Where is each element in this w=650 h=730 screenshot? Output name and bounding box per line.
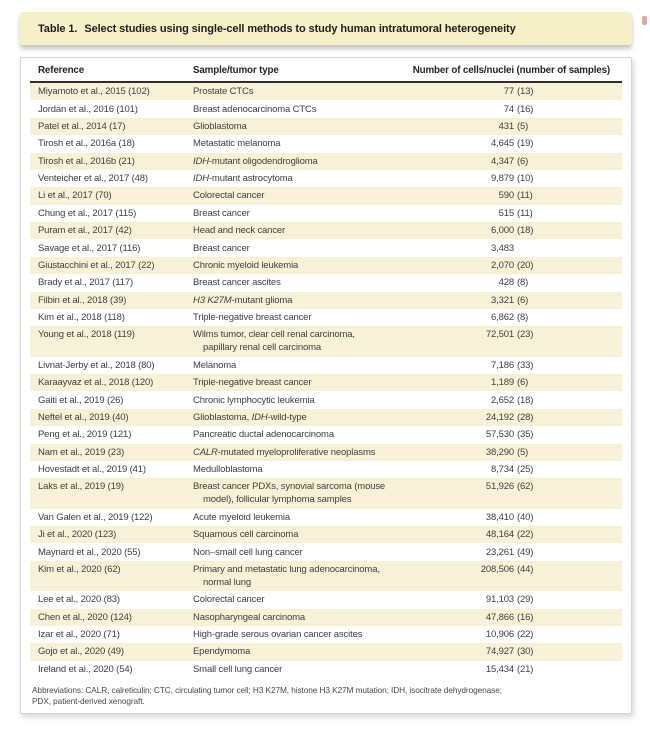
reference-cell: Ji et al., 2020 (123): [38, 529, 117, 541]
cell-count-value: 8,734: [490, 464, 514, 476]
cell-count-value: 3,321: [490, 294, 514, 306]
table-row: [30, 526, 622, 543]
sample-type-cell: [193, 137, 402, 150]
cell-count-cell: [402, 328, 610, 341]
table-row: [30, 135, 622, 152]
sample-line: [193, 341, 402, 354]
cell-count-cell: [402, 428, 610, 441]
sample-text: Acute myeloid leukemia: [193, 511, 291, 523]
sample-type-cell: [193, 207, 402, 220]
sample-count-value: (16): [517, 611, 534, 623]
sample-line: [193, 242, 402, 255]
sample-count-value: (21): [517, 663, 534, 675]
sample-type-cell: [193, 511, 402, 524]
sample-count-value: (28): [517, 411, 534, 423]
sample-text: Ependymoma: [193, 646, 251, 658]
cell-count-value: 7,186: [490, 359, 514, 371]
sample-line: [193, 311, 402, 324]
sample-type-cell: [193, 411, 402, 424]
table-row: [30, 222, 622, 239]
reference-cell: Livnat-Jerby et al., 2018 (80): [38, 359, 155, 371]
sample-count-value: (22): [517, 529, 534, 541]
sample-text: papillary renal cell carcinoma: [203, 342, 321, 354]
table-row: [30, 257, 622, 274]
sample-text: Small cell lung cancer: [193, 663, 283, 675]
table-row: [30, 543, 622, 560]
cell-count-cell: [402, 189, 610, 202]
sample-line: [193, 328, 402, 341]
sample-line: [193, 511, 402, 524]
table-row: [30, 409, 622, 426]
table-row: [30, 357, 622, 374]
sample-text: Chronic myeloid leukemia: [193, 259, 299, 271]
sample-line: [193, 155, 402, 168]
sample-count-value: (62): [517, 481, 534, 493]
table-row: [30, 374, 622, 391]
sample-line: [193, 207, 402, 220]
cell-count-value: 1,189: [490, 377, 514, 389]
cell-count-value: 428: [498, 277, 514, 289]
sample-count-value: (20): [517, 259, 534, 271]
sample-line: [193, 528, 402, 541]
sample-text: Prostate CTCs: [193, 86, 254, 98]
cell-count-cell: [402, 446, 610, 459]
cell-count-cell: [402, 155, 610, 168]
gene-name-italic: CALR: [193, 446, 218, 458]
gene-name-italic: IDH: [193, 173, 209, 185]
gene-name-italic: IDH: [193, 155, 209, 167]
column-header-sample-type: Sample/tumor type: [193, 65, 279, 76]
sample-count-value: (13): [517, 86, 534, 98]
sample-type-cell: [193, 394, 402, 407]
sample-type-cell: [193, 480, 402, 506]
column-header-cell-counts: Number of cells/nuclei (number of samples): [412, 65, 610, 76]
reference-cell: Ireland et al., 2020 (54): [38, 663, 133, 675]
sample-text: model), follicular lymphoma samples: [203, 494, 352, 506]
cell-count-value: 9,879: [490, 173, 514, 185]
cell-count-value: 2,652: [490, 394, 514, 406]
reference-cell: Li et al., 2017 (70): [38, 190, 112, 202]
cell-count-cell: [402, 563, 610, 576]
table-row: [30, 153, 622, 170]
cell-count-cell: [402, 172, 610, 185]
sample-line: [193, 224, 402, 237]
sample-text: Medulloblastoma: [193, 464, 263, 476]
table-row: [30, 661, 622, 678]
sample-line: [193, 376, 402, 389]
sample-type-cell: [193, 242, 402, 255]
reference-cell: Tirosh et al., 2016a (18): [38, 138, 135, 150]
cell-count-cell: [402, 411, 610, 424]
table-row: [30, 187, 622, 204]
sample-type-cell: [193, 563, 402, 589]
reference-cell: Peng et al., 2019 (121): [38, 429, 132, 441]
cell-count-value: 38,410: [485, 511, 514, 523]
sample-text: Squamous cell carcinoma: [193, 529, 299, 541]
sample-text: Breast cancer: [193, 242, 250, 254]
cell-count-value: 74,927: [485, 646, 514, 658]
sample-line: [193, 359, 402, 372]
reference-cell: Chung et al., 2017 (115): [38, 207, 137, 219]
sample-text: High-grade serous ovarian cancer ascites: [193, 629, 363, 641]
reference-cell: Laks et al., 2019 (19): [38, 481, 124, 493]
table-row: [30, 326, 622, 356]
sample-line: [193, 85, 402, 98]
reference-cell: Neftel et al., 2019 (40): [38, 411, 129, 423]
sample-count-value: (6): [517, 294, 529, 306]
sample-line: [193, 294, 402, 307]
sample-type-cell: [193, 628, 402, 641]
sample-type-cell: [193, 259, 402, 272]
sample-line: [193, 259, 402, 272]
sample-count-value: (11): [517, 207, 533, 219]
sample-type-cell: [193, 172, 402, 185]
sample-count-value: (16): [517, 103, 534, 115]
reference-cell: Nam et al., 2019 (23): [38, 446, 125, 458]
sample-line: [193, 546, 402, 559]
cell-count-cell: [402, 85, 610, 98]
cell-count-value: 10,906: [485, 629, 514, 641]
table-row: [30, 239, 622, 256]
reference-cell: Giustacchini et al., 2017 (22): [38, 259, 155, 271]
sample-text: Breast cancer ascites: [193, 277, 281, 289]
sample-text: Breast adenocarcinoma CTCs: [193, 103, 317, 115]
table-row: [30, 292, 622, 309]
sample-text: normal lung: [203, 576, 251, 588]
sample-count-value: (18): [517, 225, 534, 237]
cell-count-cell: [402, 394, 610, 407]
sample-type-cell: [193, 120, 402, 133]
sample-count-value: (5): [517, 446, 529, 458]
sample-line: [193, 120, 402, 133]
reference-cell: Kim et al., 2020 (62): [38, 563, 121, 575]
reference-cell: Izar et al., 2020 (71): [38, 629, 120, 641]
sample-type-cell: [193, 189, 402, 202]
table-row: [30, 509, 622, 526]
gene-name-italic: H3 K27M: [193, 294, 232, 306]
cell-count-value: 6,862: [490, 312, 514, 324]
table-row: [30, 274, 622, 291]
sample-text: Colorectal cancer: [193, 190, 265, 202]
sample-text: -mutant astrocytoma: [208, 173, 293, 185]
cell-count-cell: [402, 137, 610, 150]
sample-count-value: (10): [517, 173, 534, 185]
sample-type-cell: [193, 328, 402, 354]
table-footnote: [30, 685, 622, 707]
reference-cell: Gojo et al., 2020 (49): [38, 646, 124, 658]
sample-line: [193, 411, 402, 424]
table-row: [30, 478, 622, 508]
cell-count-value: 23,261: [485, 546, 514, 558]
cell-count-cell: [402, 546, 610, 559]
reference-cell: Lee et al., 2020 (83): [38, 594, 120, 606]
sample-type-cell: [193, 311, 402, 324]
sample-count-value: (23): [517, 329, 534, 341]
sample-count-value: [514, 242, 610, 255]
sample-line: [193, 480, 402, 493]
sample-count-value: (6): [517, 377, 529, 389]
sample-line: [193, 663, 402, 676]
cell-count-cell: [402, 480, 610, 493]
cell-count-cell: [402, 628, 610, 641]
cell-count-value: 48,164: [485, 529, 514, 541]
table-number-label: Table 1.: [38, 22, 78, 35]
sample-text: Breast cancer: [193, 207, 250, 219]
sample-text: Chronic lymphocytic leukemia: [193, 394, 315, 406]
reference-cell: Puram et al., 2017 (42): [38, 225, 132, 237]
table-row: [30, 170, 622, 187]
sample-text: Metastatic melanoma: [193, 138, 281, 150]
sample-text: Primary and metastatic lung adenocarcinoma,: [193, 563, 380, 575]
cell-count-cell: [402, 376, 610, 389]
sample-text: Non–small cell lung cancer: [193, 546, 303, 558]
sample-line: [193, 276, 402, 289]
cell-count-value: 2,070: [490, 259, 514, 271]
table-row: [30, 461, 622, 478]
sample-count-value: (22): [517, 629, 534, 641]
cell-count-cell: [402, 645, 610, 658]
footnote-line-2: PDX, patient-derived xenograft.: [32, 696, 145, 706]
sample-type-cell: [193, 103, 402, 116]
cell-count-value: 38,290: [485, 446, 514, 458]
sample-text: -mutated myeloproliferative neoplasms: [217, 446, 376, 458]
reference-cell: Jordan et al., 2016 (101): [38, 103, 138, 115]
sample-count-value: (29): [517, 594, 534, 606]
sample-type-cell: [193, 546, 402, 559]
sample-count-value: (44): [517, 563, 534, 575]
cell-count-value: 72,501: [485, 329, 514, 341]
sample-type-cell: [193, 276, 402, 289]
sample-line: [193, 645, 402, 658]
sample-line: [193, 189, 402, 202]
cell-count-value: 3,483: [490, 242, 514, 254]
table-row: [30, 643, 622, 660]
cell-count-cell: [402, 611, 610, 624]
cell-count-cell: [402, 207, 610, 220]
gene-name-italic: IDH: [251, 411, 268, 423]
table-row: [30, 426, 622, 443]
table-row: [30, 100, 622, 117]
sample-count-value: (40): [517, 511, 534, 523]
table-body: [30, 83, 622, 678]
reference-cell: Filbin et al., 2018 (39): [38, 294, 127, 306]
reference-cell: Gaiti et al., 2019 (26): [38, 394, 124, 406]
sample-line: [193, 428, 402, 441]
sample-type-cell: [193, 224, 402, 237]
sample-text: Triple-negative breast cancer: [193, 377, 312, 389]
reference-cell: Kim et al., 2018 (118): [38, 312, 125, 324]
sample-count-value: (5): [517, 120, 529, 132]
sample-line: [193, 172, 402, 185]
sample-count-value: (25): [517, 464, 534, 476]
sample-text: Wilms tumor, clear cell renal carcinoma,: [193, 329, 355, 341]
sample-type-cell: [193, 376, 402, 389]
sample-count-value: (8): [517, 277, 529, 289]
sample-text: Nasopharyngeal carcinoma: [193, 611, 306, 623]
sample-line: [193, 394, 402, 407]
sample-count-value: (33): [517, 359, 534, 371]
sample-line: [193, 563, 402, 576]
cell-count-cell: [402, 294, 610, 307]
cell-count-cell: [402, 463, 610, 476]
cell-count-cell: [402, 120, 610, 133]
sample-text: Glioblastoma,: [193, 411, 252, 423]
sample-text: Glioblastoma: [193, 120, 247, 132]
reference-cell: Chen et al., 2020 (124): [38, 611, 132, 623]
sample-count-value: (11): [517, 190, 533, 202]
sample-count-value: (6): [517, 155, 529, 167]
reference-cell: Karaayvaz et al., 2018 (120): [38, 377, 154, 389]
table-card: [20, 57, 632, 714]
sample-line: [193, 463, 402, 476]
sample-type-cell: [193, 359, 402, 372]
sample-type-cell: [193, 611, 402, 624]
sample-line: [193, 137, 402, 150]
sample-count-value: (30): [517, 646, 534, 658]
table-row: [30, 561, 622, 591]
cell-count-cell: [402, 511, 610, 524]
reference-cell: Hovestadt et al., 2019 (41): [38, 464, 146, 476]
cell-count-value: 4,347: [490, 155, 514, 167]
sample-line: [193, 593, 402, 606]
reference-cell: Van Galen et al., 2019 (122): [38, 511, 153, 523]
cell-count-value: 515: [498, 207, 514, 219]
sample-text: Colorectal cancer: [193, 594, 265, 606]
cell-count-cell: [402, 276, 610, 289]
reference-cell: Patel et al., 2014 (17): [38, 120, 126, 132]
cell-count-cell: [402, 224, 610, 237]
sample-count-value: (19): [517, 138, 534, 150]
sample-line: [193, 493, 402, 506]
cell-count-value: 77: [503, 86, 514, 98]
sample-count-value: (35): [517, 429, 534, 441]
table-row: [30, 118, 622, 135]
table-row: [30, 391, 622, 408]
sample-text: Triple-negative breast cancer: [193, 312, 312, 324]
sample-type-cell: [193, 446, 402, 459]
sample-text: Breast cancer PDXs, synovial sarcoma (mouse: [193, 481, 386, 493]
sample-type-cell: [193, 294, 402, 307]
sample-type-cell: [193, 463, 402, 476]
cell-count-cell: [402, 311, 610, 324]
cell-count-value: 47,866: [485, 611, 514, 623]
table-row: [30, 444, 622, 461]
cell-count-value: 15,434: [485, 663, 514, 675]
sample-count-value: (49): [517, 546, 534, 558]
cell-count-cell: [402, 593, 610, 606]
table-header-row: [30, 58, 622, 83]
column-header-reference: Reference: [38, 65, 85, 76]
cell-count-cell: [402, 359, 610, 372]
cell-count-value: 208,506: [480, 563, 514, 575]
sample-type-cell: [193, 645, 402, 658]
cell-count-value: 24,192: [485, 411, 514, 423]
sample-type-cell: [193, 155, 402, 168]
reference-cell: Venteicher et al., 2017 (48): [38, 173, 148, 185]
sample-text: -mutant oligodendroglioma: [208, 155, 318, 167]
reference-cell: Maynard et al., 2020 (55): [38, 546, 141, 558]
sample-type-cell: [193, 428, 402, 441]
sample-line: [193, 446, 402, 459]
page-edge-artifact: [642, 16, 647, 25]
sample-count-value: (18): [517, 394, 534, 406]
table-title-bar: [20, 12, 632, 45]
reference-cell: Miyamoto et al., 2015 (102): [38, 86, 150, 98]
reference-cell: Young et al., 2018 (119): [38, 329, 135, 341]
sample-type-cell: [193, 85, 402, 98]
table-row: [30, 626, 622, 643]
cell-count-cell: [402, 528, 610, 541]
cell-count-value: 4,645: [490, 138, 514, 150]
cell-count-value: 51,926: [485, 481, 514, 493]
sample-line: [193, 611, 402, 624]
cell-count-cell: [402, 242, 610, 255]
cell-count-value: 431: [498, 120, 514, 132]
cell-count-value: 74: [503, 103, 514, 115]
cell-count-value: 91,103: [485, 594, 514, 606]
sample-line: [193, 576, 402, 589]
reference-cell: Savage et al., 2017 (116): [38, 242, 141, 254]
sample-text: Melanoma: [193, 359, 237, 371]
reference-cell: Tirosh et al., 2016b (21): [38, 155, 135, 167]
sample-type-cell: [193, 593, 402, 606]
sample-line: [193, 628, 402, 641]
sample-type-cell: [193, 663, 402, 676]
sample-count-value: (8): [517, 312, 529, 324]
cell-count-value: 590: [498, 190, 514, 202]
cell-count-cell: [402, 259, 610, 272]
cell-count-value: 57,530: [485, 429, 514, 441]
sample-text: Head and neck cancer: [193, 225, 286, 237]
reference-cell: Brady et al., 2017 (117): [38, 277, 133, 289]
table-title-text: Select studies using single-cell methods to study human intratumoral heterogeneity: [84, 22, 516, 35]
table-row: [30, 205, 622, 222]
table-row: [30, 309, 622, 326]
cell-count-cell: [402, 103, 610, 116]
sample-text: Pancreatic ductal adenocarcinoma: [193, 429, 334, 441]
sample-line: [193, 103, 402, 116]
cell-count-cell: [402, 663, 610, 676]
table-row: [30, 83, 622, 100]
footnote-line-1: Abbreviations: CALR, calreticulin; CTC, circulating tumor cell; H3 K27M, histone H3 K27M mutation; IDH, isocitrate dehydrogenase;: [32, 685, 502, 695]
cell-count-value: 6,000: [490, 225, 514, 237]
sample-type-cell: [193, 528, 402, 541]
sample-text: -wild-type: [267, 411, 307, 423]
table-row: [30, 591, 622, 608]
table-row: [30, 609, 622, 626]
sample-text: -mutant glioma: [231, 294, 293, 306]
